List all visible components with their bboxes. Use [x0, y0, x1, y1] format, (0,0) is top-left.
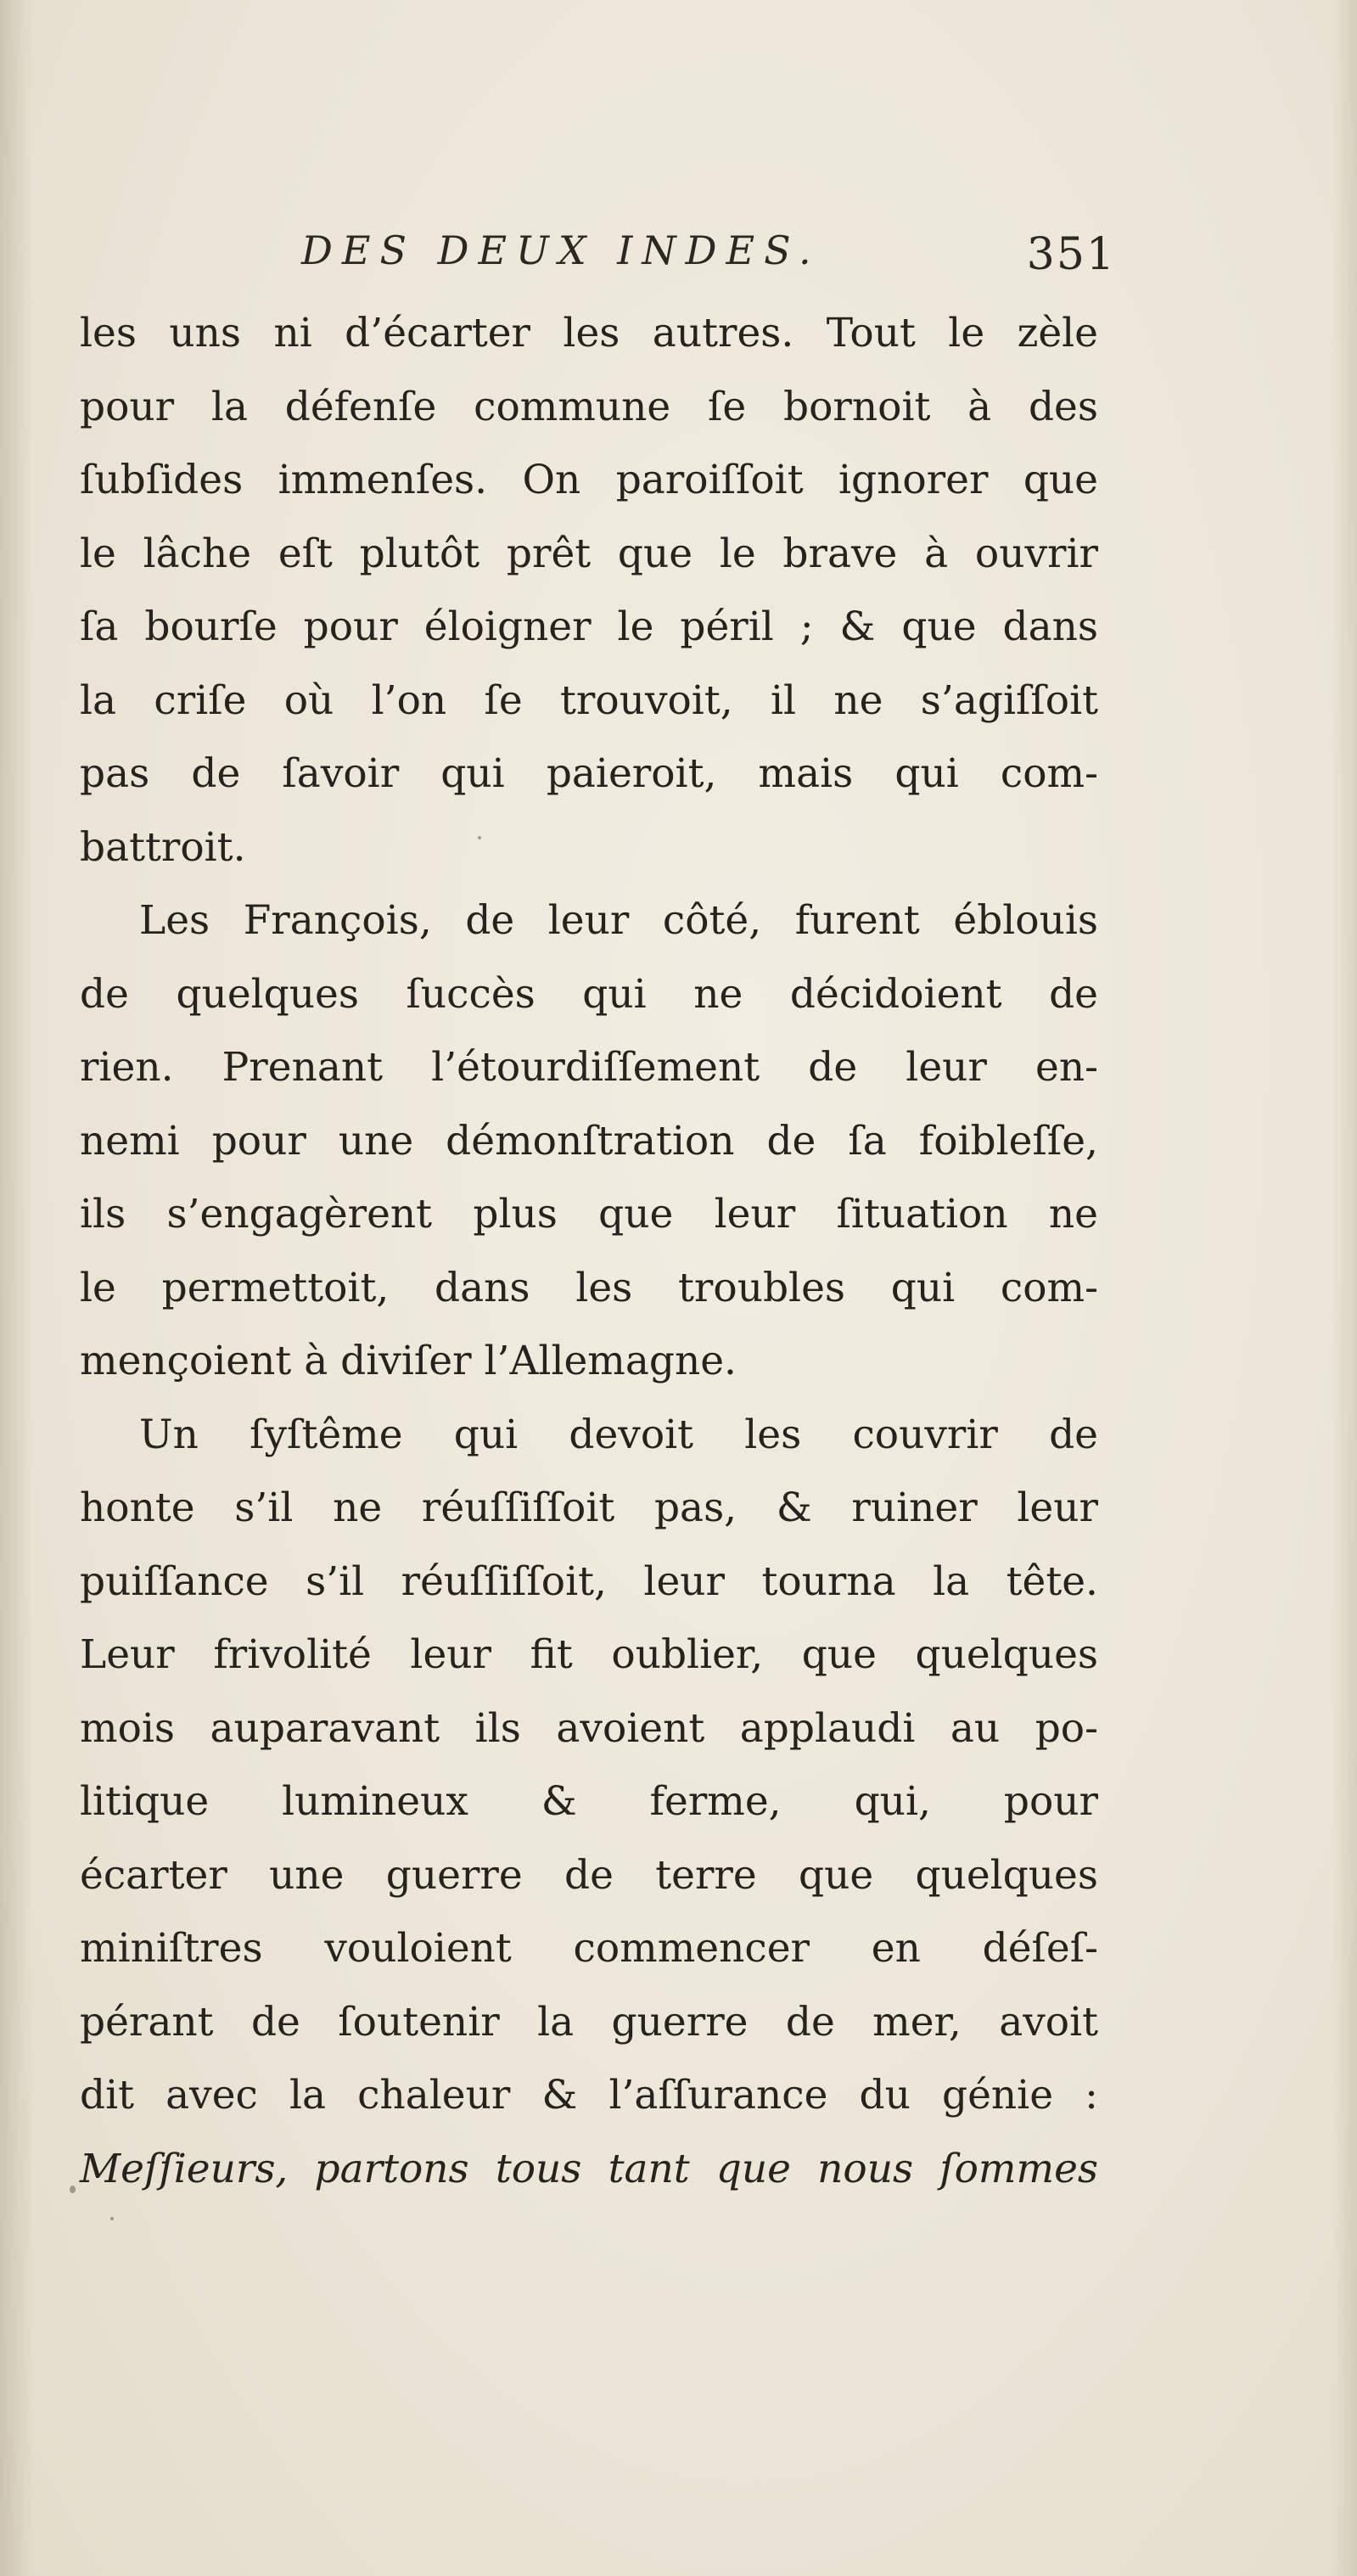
text-line: rien. Prenant l’étourdiſſement de leur en-: [80, 1044, 1098, 1091]
body-text: [80, 297, 1098, 2206]
paragraph-start-line: Les François, de leur côté, furent éblouis: [139, 897, 1098, 944]
text-line: ils s’engagèrent plus que leur ſituation ne: [80, 1191, 1098, 1237]
text-line: le permettoit, dans les troubles qui com-: [80, 1264, 1098, 1311]
text-line: mois auparavant ils avoient applaudi au po-: [80, 1704, 1098, 1752]
text-line: de quelques ſuccès qui ne décidoient de: [80, 970, 1098, 1018]
text-line: nemi pour une démonſtration de ſa foibleſſe,: [80, 1117, 1098, 1165]
text-line: puiſſance s’il réuſſiſſoit, leur tourna la tête.: [80, 1557, 1098, 1605]
text-line: dit avec la chaleur & l’aſſurance du génie :: [80, 2072, 1098, 2119]
text-line: battroit.: [80, 823, 246, 871]
text-line: ſubſides immenſes. On paroiſſoit ignorer que: [80, 457, 1098, 503]
running-title: DES DEUX INDES.: [301, 227, 821, 273]
text-line: honte s’il ne réuſſiſſoit pas, & ruiner leur: [80, 1484, 1098, 1531]
text-line: litique lumineux & ferme, qui, pour: [80, 1778, 1098, 1825]
text-line: la criſe où l’on ſe trouvoit, il ne s’agiſſoit: [80, 676, 1098, 724]
ink-speck: [478, 836, 481, 839]
page-number: 351: [1026, 229, 1116, 280]
text-line: écarter une guerre de terre que quelques: [80, 1851, 1098, 1899]
text-line: mençoient à diviſer l’Allemagne.: [80, 1338, 737, 1384]
ink-speck: [70, 2186, 76, 2193]
text-line: pas de ſavoir qui paieroit, mais qui com-: [80, 750, 1098, 797]
text-line: pour la défenſe commune ſe bornoit à des: [80, 383, 1098, 430]
running-head: [301, 227, 1116, 287]
text-line: pérant de ſoutenir la guerre de mer, avoit: [80, 1998, 1098, 2046]
text-line: le lâche eſt plutôt prêt que le brave à ouvrir: [80, 530, 1098, 577]
text-line: ſa bourſe pour éloigner le péril ; & que dans: [80, 603, 1098, 650]
paragraph-start-line: Un ſyſtême qui devoit les couvrir de: [139, 1411, 1098, 1458]
italic-quote-line: Meſſieurs, partons tous tant que nous ſommes: [80, 2145, 1098, 2192]
text-line: Leur frivolité leur fit oublier, que quelques: [80, 1631, 1098, 1678]
text-line: les uns ni d’écarter les autres. Tout le zèle: [80, 310, 1098, 356]
ink-speck: [110, 2217, 114, 2220]
text-line: miniſtres vouloient commencer en déſeſ-: [80, 1925, 1098, 1972]
